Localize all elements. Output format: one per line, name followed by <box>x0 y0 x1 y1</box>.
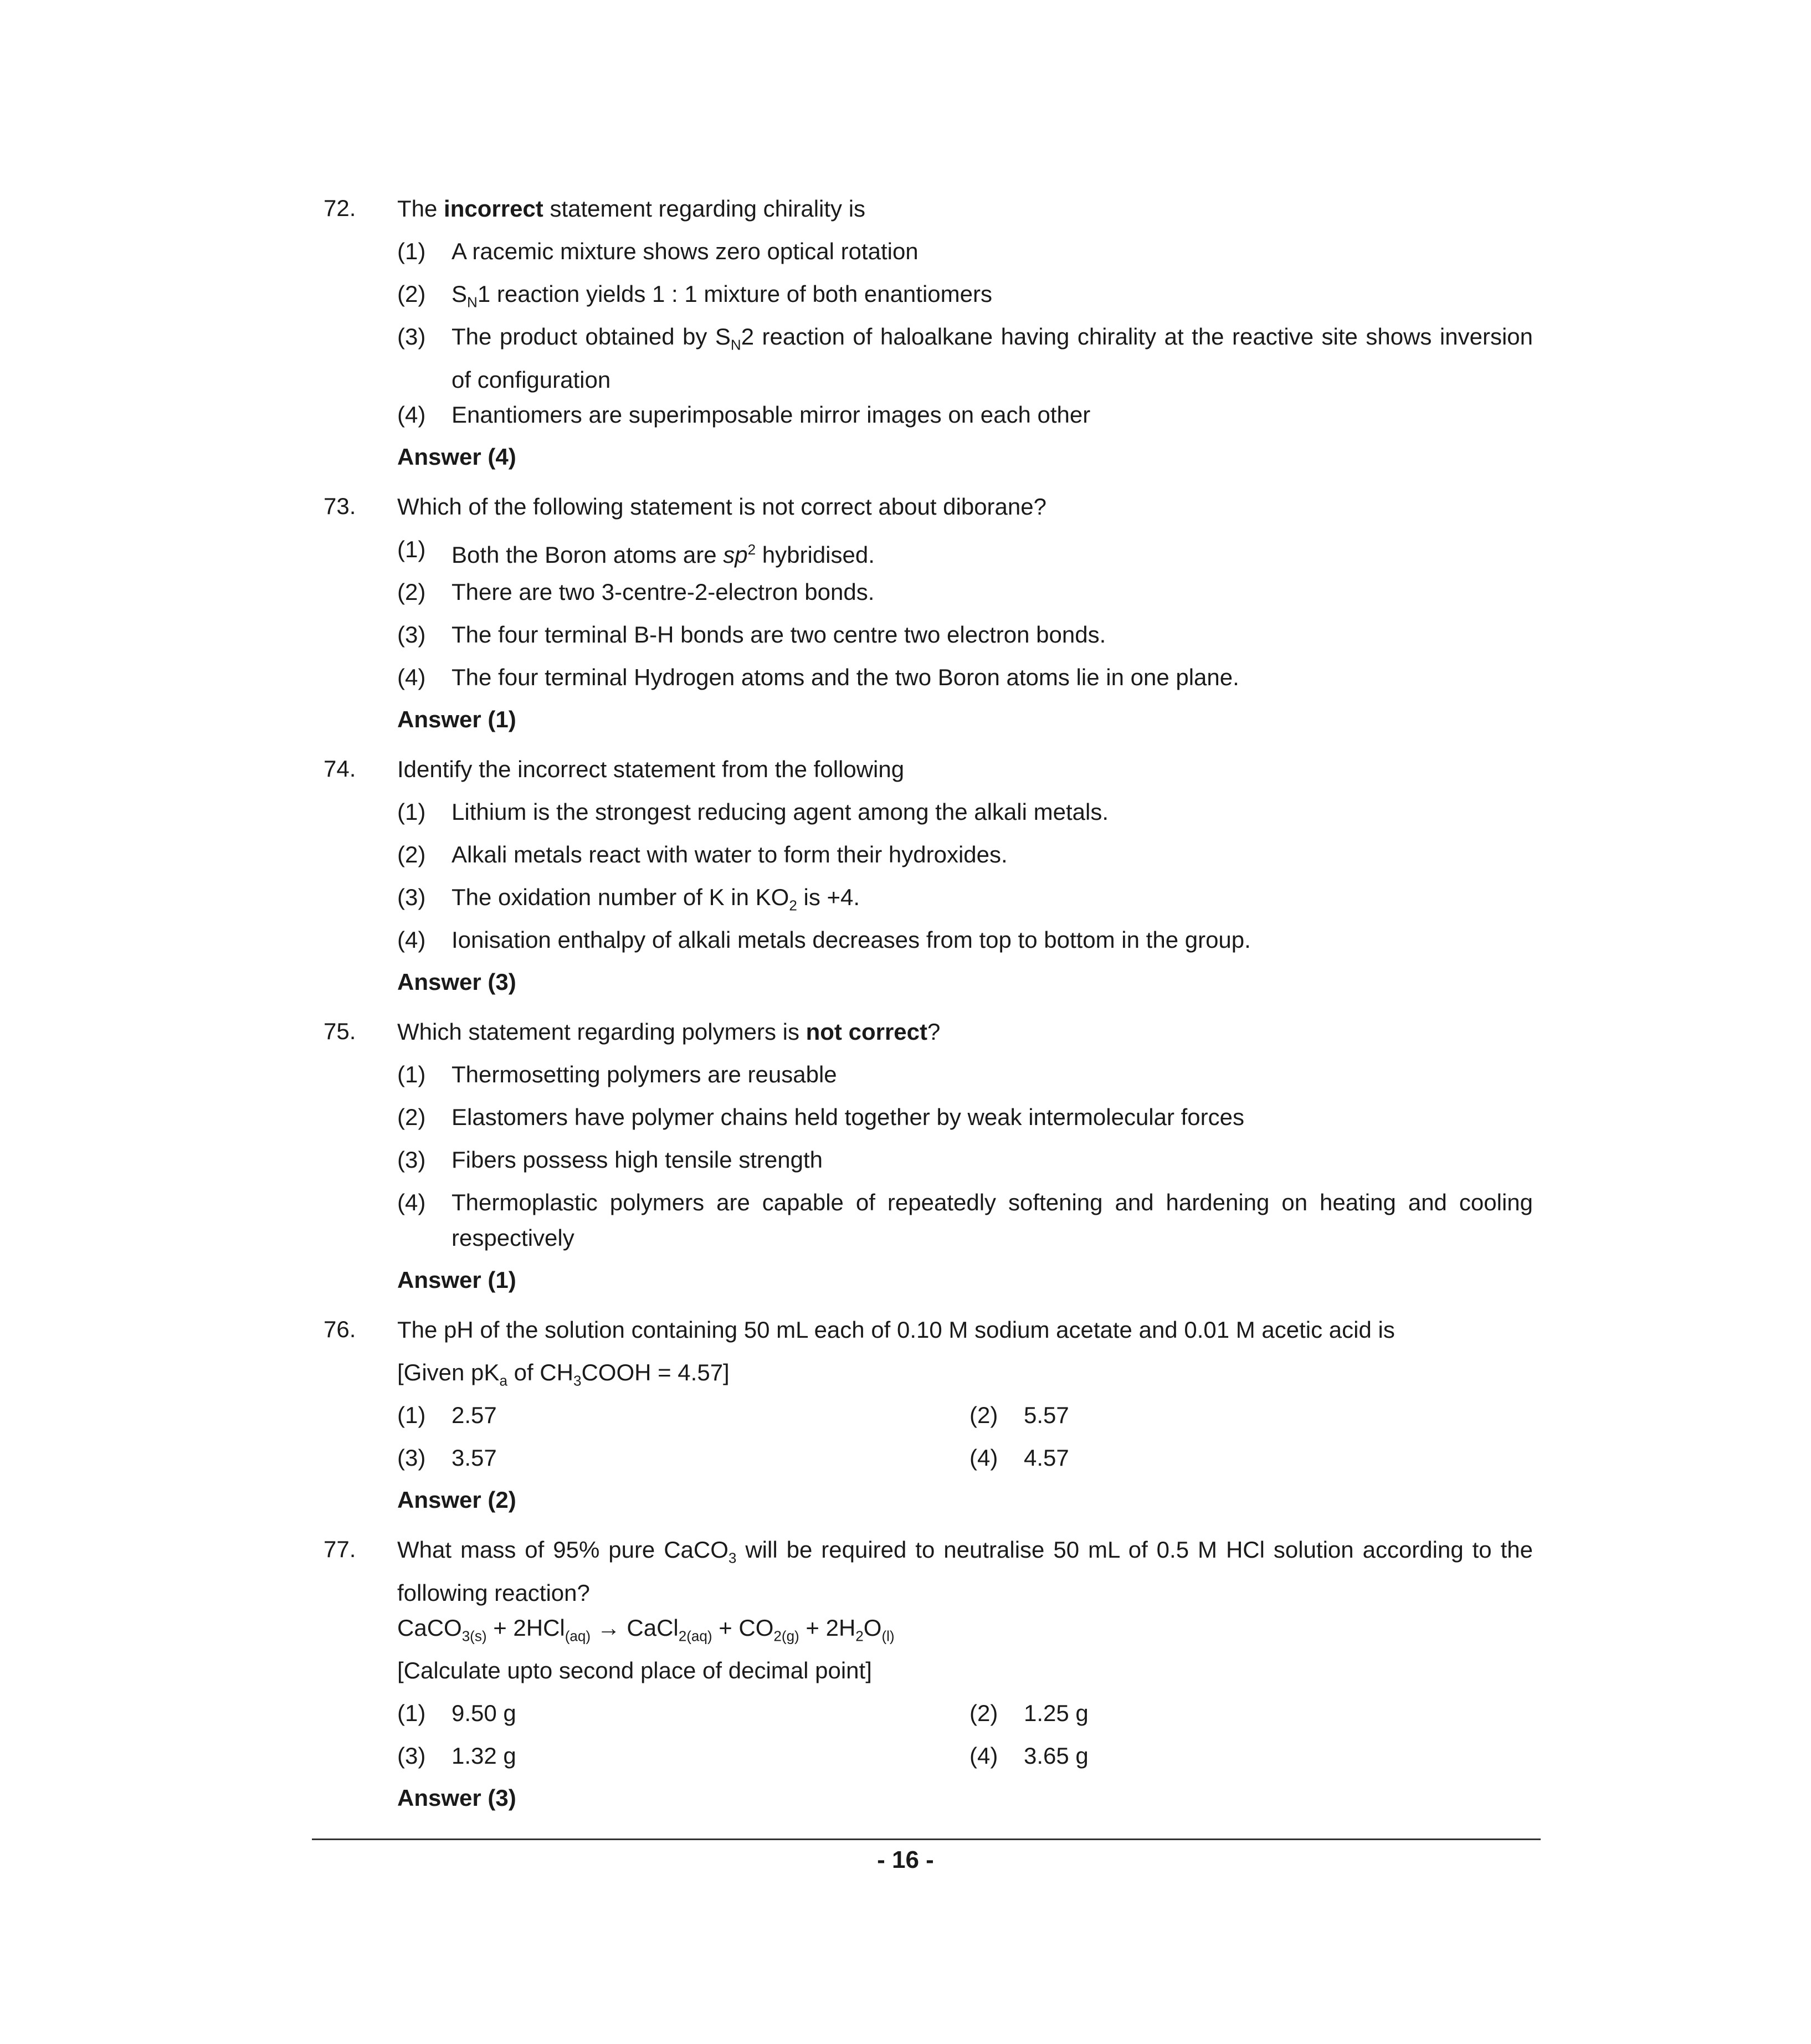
question-number: 74. <box>324 756 356 782</box>
answer: Answer (1) <box>397 1267 516 1293</box>
question-stem: The incorrect statement regarding chirality is <box>397 196 866 222</box>
reaction-arrow-icon: → <box>591 1615 627 1641</box>
answer: Answer (3) <box>397 1785 516 1811</box>
question-number: 72. <box>324 195 356 221</box>
answer: Answer (2) <box>397 1487 516 1513</box>
question-stem: Identify the incorrect statement from the following <box>397 756 905 782</box>
question-stem: Which of the following statement is not correct about diborane? <box>397 494 1046 520</box>
question-stem: What mass of 95% pure CaCO$_3$ will be required to neutralise 50 mL of 0.5 M HCl solution according to the following reaction? <box>397 1537 1533 1606</box>
page-number: - 16 - <box>877 1846 934 1873</box>
calculation-note: [Calculate upto second place of decimal point] <box>397 1657 872 1683</box>
answer: Answer (1) <box>397 706 516 732</box>
reaction-equation: CaCO$_{3(s)}$ + 2HCl$_{(aq)}$ → CaCl$_{2(aq)}$ + $CO_{2(g)} + 2H_2O_{(l)}$ <box>397 1615 895 1645</box>
question-number: 77. <box>324 1536 356 1562</box>
answer: Answer (3) <box>397 969 516 995</box>
option-3: (3) The product obtained by $S_N2$ reaction of haloalkane having chirality at the reactive site shows inversion of configuration <box>397 323 1533 393</box>
question-stem: Which statement regarding polymers is not correct? <box>397 1019 941 1045</box>
question-number: 76. <box>324 1316 356 1342</box>
page: 72. The incorrect statement regarding chirality is (1) A racemic mixture shows zero optical rotation (2) $S_N1$ reaction yields 1 : 1 mixture of both enantiomers (3) The product obtained by $S_N2$ reaction of haloalkane having chirality at the reactive site shows inversion of configuration (4) Enantiomers are superimposable mirror images on each other Answer (4) 73. Which of the following statement is not correct about diborane? (1) Both the Boron atoms are $sp^2$ hybridised. (2) There are two 3-centre-2-electron bonds. (3) The four terminal B-H bonds are two centre two electron bonds. (4) The four terminal Hydrogen atoms and the two Boron atoms lie in one plane. Answer (1) 74. Identify the incorrect statement from the following (1) Lithium is the strongest reducing agent among the alkali metals. (2) Alkali metals react with water to form their hydroxides. (3) The oxidation number of K in $KO_2$ is +4. (4) Ionisation enthalpy of alkali metals decreases from top to bottom in the group. Answer (3) 75. Which statement regarding polymers is not correct? (1) Thermosetting polymers are reusable (2) Elastomers have polymer chains held together by weak intermolecular forces (3) Fibers possess high tensile strength (4) Thermoplastic polymers are capable of repeatedly softening and hardening on heating and cooling respectively Answer (1) 76. The pH of the solution containing 50 mL each of 0.10 M sodium acetate and 0.01 M acetic acid is [Given $pK_a$ of $CH_3COOH = 4.57$] (1) 2.57 (2) 5.57 (3) 3.57 (4) 4.57 Answer (2) 77. What mass of 95% pure CaCO$_3$ will be required to neutralise 50 mL of 0.5 M HCl solution according to the following reaction? CaCO$_{3(s)}$ + 2HCl$_{(aq)}$ → CaCl$_{2(aq)}$ + $CO_{2(g)} + 2H_2O_{(l)}$ [Calculate upto second place of decimal point] (1) 9.50 g (2) 1.25 g (3) 1.32 g (4) 3.65 g Answer (3) - 16 - <box>0 0 1811 2044</box>
question-stem: The pH of the solution containing 50 mL each of 0.10 M sodium acetate and 0.01 M acetic acid is <box>397 1317 1395 1343</box>
question-number: 73. <box>324 493 356 519</box>
answer: Answer (4) <box>397 444 516 470</box>
option-4: (4) Thermoplastic polymers are capable of repeatedly softening and hardening on heating and cooling respectively <box>397 1189 1533 1251</box>
footer-divider <box>312 1838 1541 1840</box>
given-data: [Given $pK_a$ of $CH_3COOH = 4.57$] <box>397 1359 730 1389</box>
question-number: 75. <box>324 1018 356 1044</box>
